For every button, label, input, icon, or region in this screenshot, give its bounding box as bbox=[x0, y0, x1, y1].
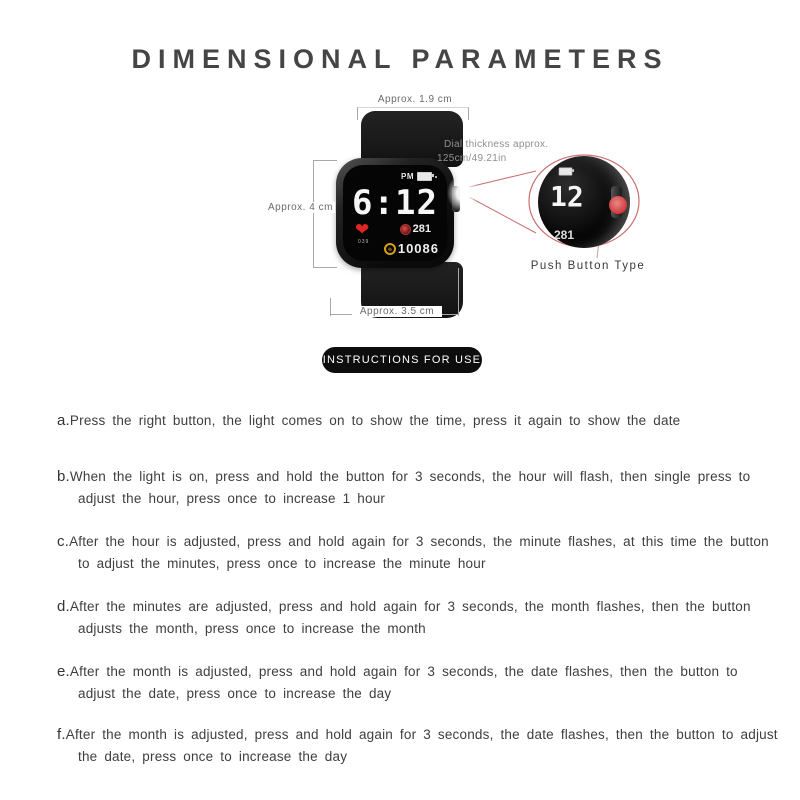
instruction-letter: d. bbox=[57, 597, 70, 615]
instruction-item-c bbox=[57, 531, 778, 575]
inset-time-fragment: 12 bbox=[550, 180, 584, 213]
instruction-letter: c. bbox=[57, 532, 70, 550]
instruction-item-a bbox=[57, 410, 778, 432]
instruction-item-f bbox=[57, 724, 778, 768]
dimension-top-bracket bbox=[357, 107, 469, 120]
inset-button-red-highlight bbox=[609, 196, 627, 214]
button-highlight-circle bbox=[447, 174, 479, 212]
dial-thickness-label-line1: Dial thickness approx. bbox=[444, 139, 549, 150]
dimension-left-tick-bottom bbox=[313, 267, 337, 268]
instruction-letter: b. bbox=[57, 467, 70, 485]
stat-row-1 bbox=[400, 223, 431, 235]
instruction-letter: e. bbox=[57, 662, 70, 680]
heart-icon: ❤ bbox=[355, 220, 370, 239]
instruction-item-d bbox=[57, 596, 778, 640]
push-button-type-label: Push Button Type bbox=[530, 260, 646, 272]
instruction-letter: f. bbox=[57, 725, 66, 743]
instruction-item-b bbox=[57, 466, 778, 510]
heart-sub-label: 039 bbox=[358, 239, 370, 245]
time-readout: 6:12 bbox=[352, 183, 438, 223]
dial-thickness-label-line2: 125cm/49.21in bbox=[437, 153, 507, 164]
instructions-heading-pill: INSTRUCTIONS FOR USE bbox=[322, 347, 482, 373]
instruction-item-e bbox=[57, 661, 778, 705]
instruction-text: Press the right button, the light comes on to show the time, press it again to show the date bbox=[69, 412, 681, 428]
magnifier-inset bbox=[538, 156, 630, 248]
red-dot-icon bbox=[400, 224, 411, 235]
dimension-left-line bbox=[313, 160, 314, 268]
battery-icon bbox=[417, 172, 432, 181]
page-title: DIMENSIONAL PARAMETERS bbox=[131, 44, 669, 74]
watch-screen bbox=[343, 165, 447, 261]
dimension-bottom-label: Approx. 3.5 cm bbox=[352, 306, 442, 317]
stat-2-value: 10086 bbox=[397, 241, 439, 256]
dimension-left-tick-top bbox=[313, 160, 337, 161]
dimension-bottom-tick-right bbox=[458, 268, 459, 316]
dimension-left-label: Approx. 4 cm bbox=[268, 202, 333, 213]
stat-1-value: 281 bbox=[412, 223, 431, 235]
inset-stat-fragment: 281 bbox=[554, 228, 575, 242]
screen-status-row bbox=[401, 172, 437, 181]
instruction-text: After the month is adjusted, press and hold again for 3 seconds, the date flashes, then the button to adjust the date, press once to increase the day bbox=[65, 726, 778, 764]
dimension-bottom-line-left bbox=[331, 314, 353, 315]
gold-ring-icon bbox=[384, 243, 396, 255]
status-dot-icon bbox=[435, 176, 437, 178]
instruction-text: After the minutes are adjusted, press and hold again for 3 seconds, the month flashes, then the button adjusts the month, press once to increase the month bbox=[69, 598, 751, 636]
stat-row-2 bbox=[384, 241, 439, 256]
watch-case bbox=[336, 158, 454, 268]
instruction-letter: a. bbox=[57, 411, 70, 429]
instruction-text: After the hour is adjusted, press and hold again for 3 seconds, the minute flashes, at this time the button to adjust the minutes, press once to increase the minute hour bbox=[69, 533, 769, 571]
instruction-text: After the month is adjusted, press and hold again for 3 seconds, the date flashes, then the button to adjust the date, press once to increase the day bbox=[69, 663, 738, 701]
meridiem-label: PM bbox=[401, 172, 414, 181]
dimension-top-label: Approx. 1.9 cm bbox=[368, 94, 462, 105]
inset-battery-icon bbox=[559, 167, 573, 175]
instruction-text: When the light is on, press and hold the button for 3 seconds, the hour will flash, then single press to adjust the hour, press once to increase 1 hour bbox=[69, 468, 751, 506]
